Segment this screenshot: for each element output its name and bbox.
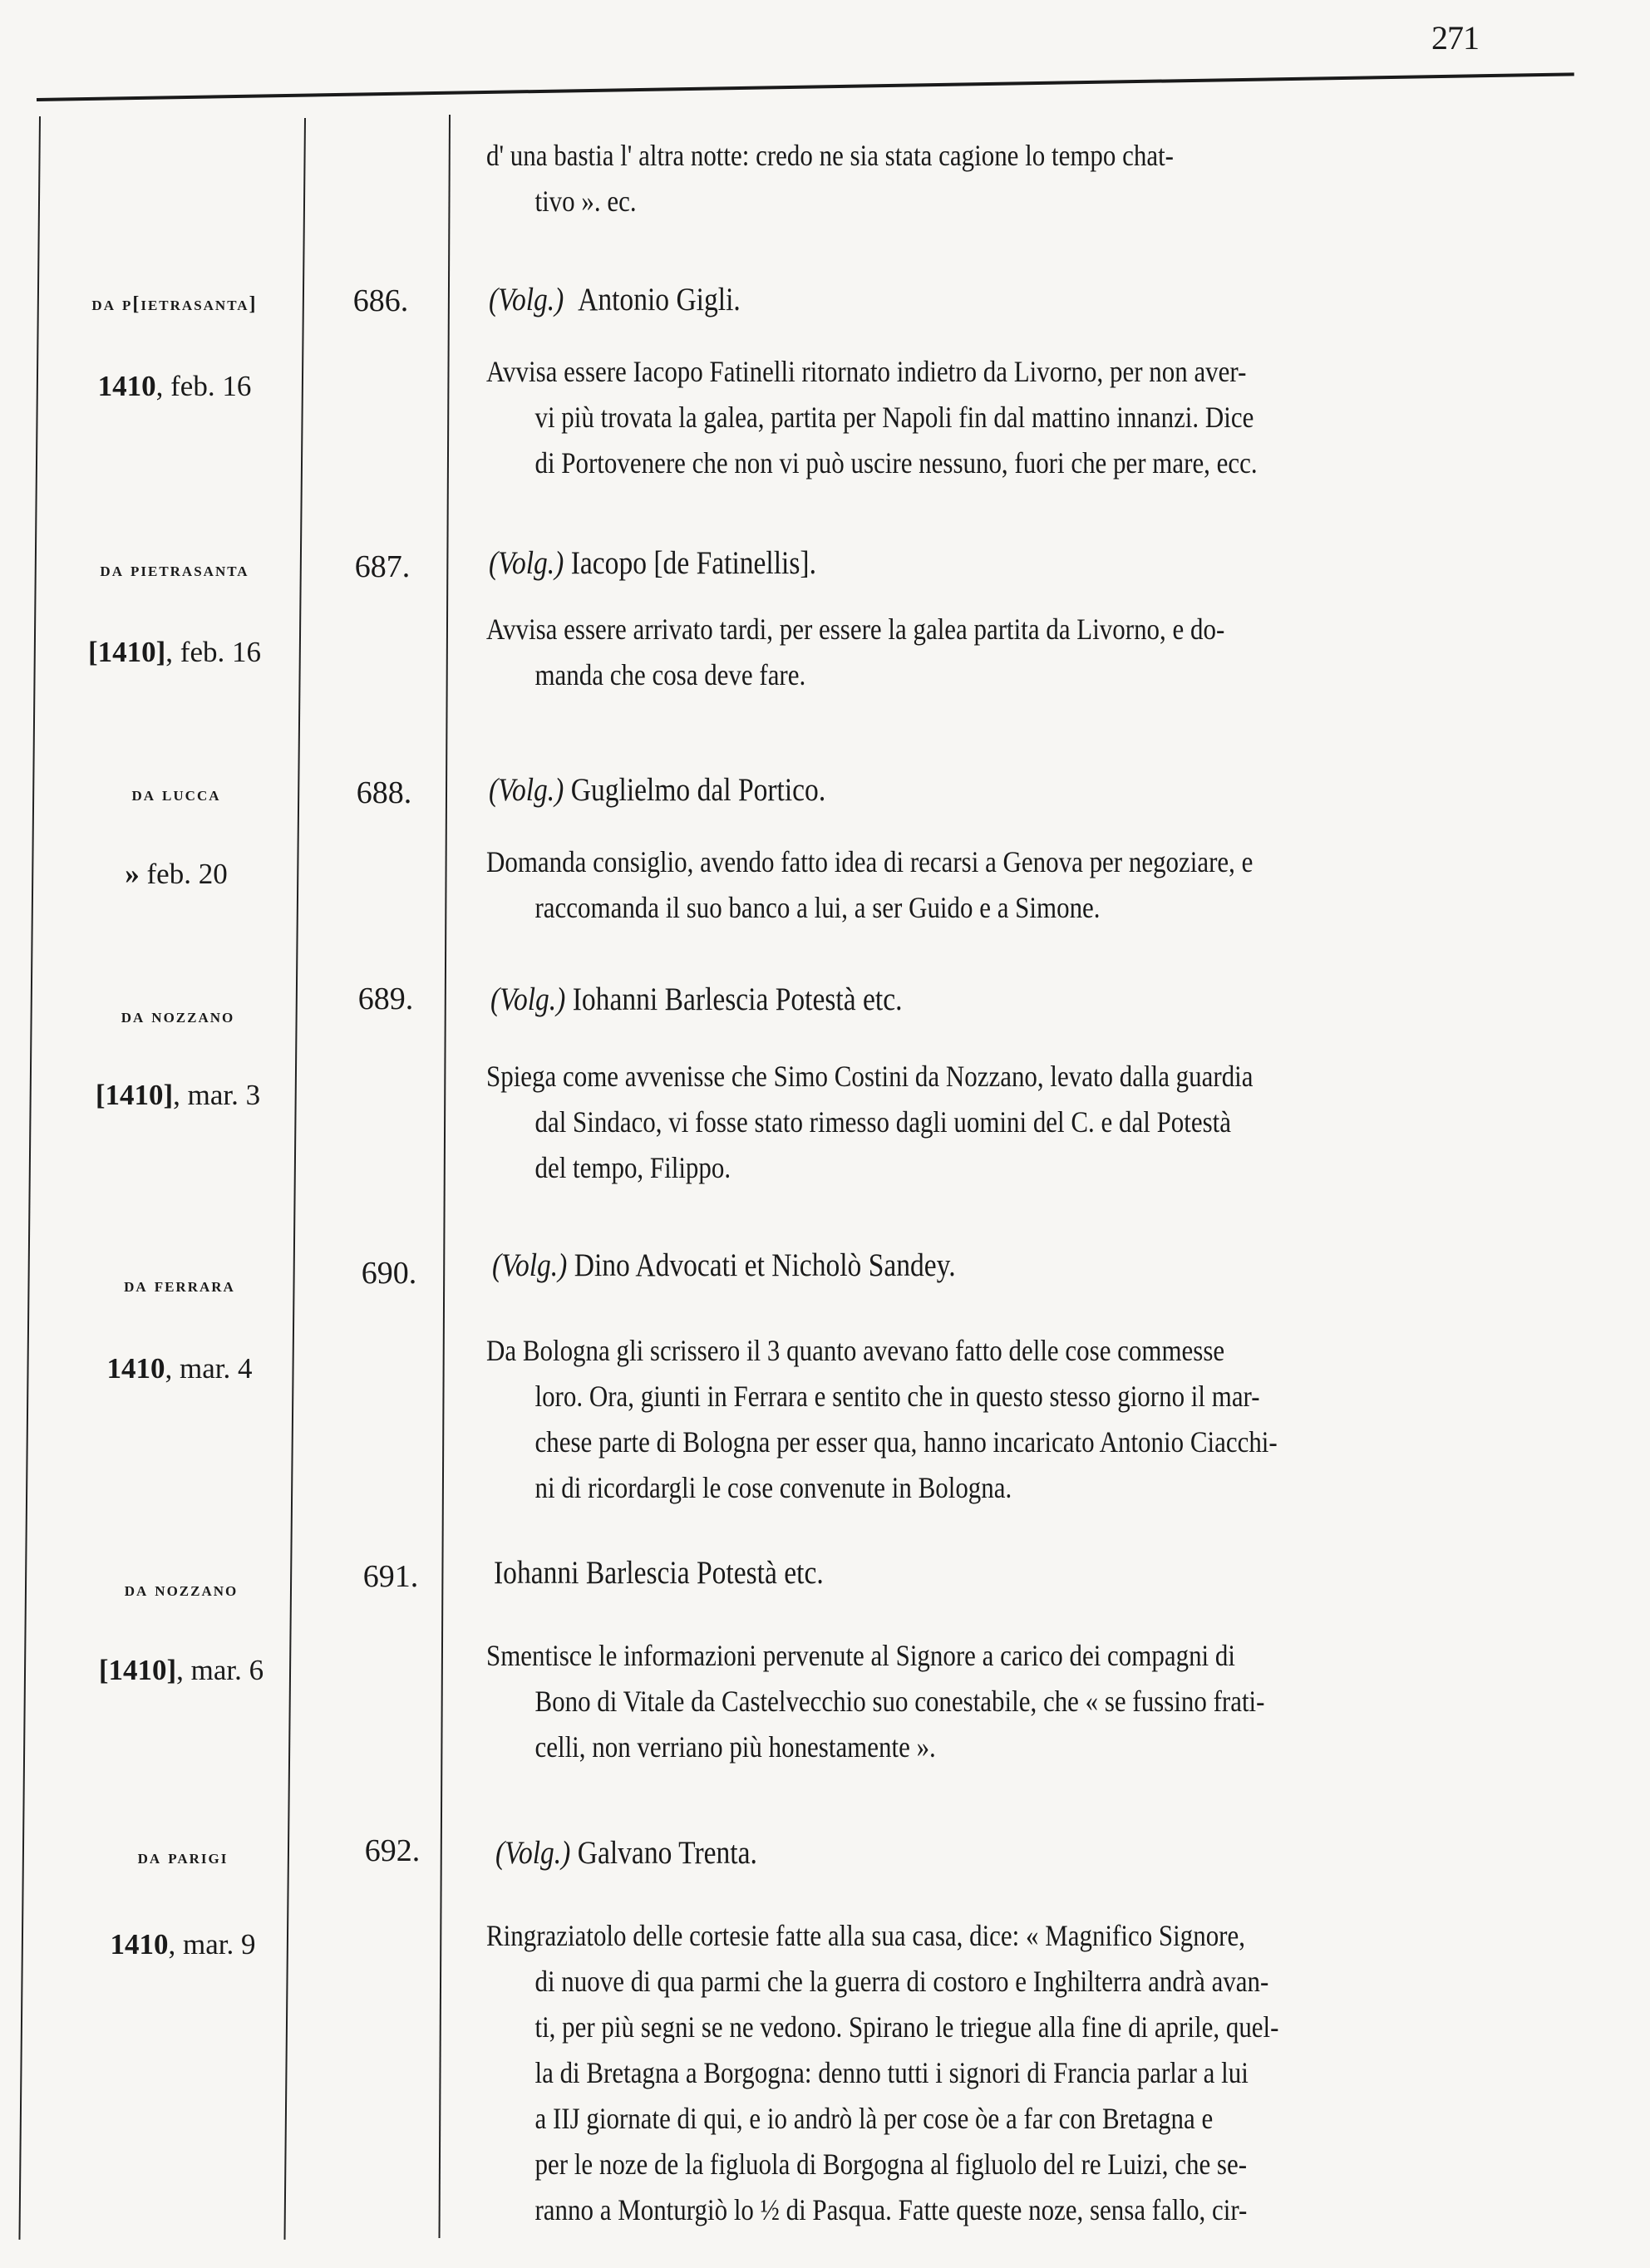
entry-title-prefix: (Volg.)	[490, 981, 566, 1017]
text-line: la di Bretagna a Borgogna: denno tutti i signori di Francia parlar a lui	[534, 2056, 1249, 2089]
entry-place: da p[ietrasanta]	[91, 293, 258, 315]
entry-date-year: 1410	[97, 370, 156, 402]
column-rule-left	[18, 116, 41, 2240]
text-line: celli, non verriano più honestamente ».	[534, 1730, 936, 1764]
entry-number: 688.	[356, 775, 412, 810]
entry-date	[42, 636, 308, 669]
entry-date	[47, 1352, 313, 1385]
entry-summary	[486, 607, 1575, 698]
continuation-text	[486, 133, 1575, 224]
entry-title-name: Iohanni Barlescia Potestà etc.	[572, 981, 903, 1017]
entry-summary	[486, 1633, 1575, 1770]
entry-title-name: Dino Advocati et Nicholò Sandey.	[574, 1247, 956, 1283]
header-rule	[37, 72, 1574, 101]
text-line: ni di ricordargli le cose convenute in Bologna.	[534, 1471, 1012, 1504]
text-line: Smentisce le informazioni pervenute al Signore a carico dei compagni di	[486, 1639, 1235, 1672]
entry-title-name: Iohanni Barlescia Potestà etc.	[494, 1555, 824, 1591]
text-line: Spiega come avvenisse che Simo Costini da Nozzano, levato dalla guardia	[486, 1060, 1254, 1093]
text-line: Da Bologna gli scrissero il 3 quanto avevano fatto delle cose commesse	[486, 1334, 1225, 1367]
entry-number: 692.	[364, 1833, 421, 1868]
entry-title-prefix: (Volg.)	[489, 545, 564, 581]
text-line: loro. Ora, giunti in Ferrara e sentito che in questo stesso giorno il mar-	[534, 1380, 1260, 1413]
entry-place: da lucca	[131, 784, 221, 805]
entry-date-day: , feb. 16	[155, 370, 252, 402]
entry-title-prefix: (Volg.)	[489, 282, 564, 317]
entry-date-year: [1410]	[98, 1654, 177, 1686]
text-line: di Portovenere che non vi può uscire nessuno, fuori che per mare, ecc.	[534, 446, 1258, 480]
entry-date	[45, 1079, 311, 1112]
entry-place: da nozzano	[124, 1579, 239, 1601]
entry-summary	[486, 839, 1575, 931]
entry-date-year: [1410]	[87, 636, 166, 668]
entry-number: 686.	[352, 283, 409, 318]
entry-summary	[486, 1913, 1575, 2233]
text-line: vi più trovata la galea, partita per Napoli fin dal mattino innanzi. Dice	[534, 401, 1254, 434]
entry-title-prefix: (Volg.)	[495, 1835, 571, 1871]
text-line: a IIJ giornate di qui, e io andrò là per cose òe a far con Bretagna e	[534, 2102, 1214, 2135]
entry-number: 690.	[361, 1256, 417, 1291]
entry-title	[494, 1554, 824, 1592]
entry-title-name: Galvano Trenta.	[577, 1835, 757, 1871]
text-line: Domanda consiglio, avendo fatto idea di recarsi a Genova per negoziare, e	[486, 845, 1254, 878]
entry-number: 687.	[354, 549, 411, 584]
text-line: d' una bastia l' altra notte: credo ne sia stata cagione lo tempo chat-	[486, 139, 1174, 172]
entry-title	[492, 1247, 956, 1284]
entry-date-day: , mar. 9	[168, 1928, 256, 1961]
entry-place: da ferrara	[124, 1275, 235, 1296]
column-rule-right	[439, 115, 451, 2238]
text-line: manda che cosa deve fare.	[534, 658, 806, 691]
entry-date	[43, 858, 309, 891]
entry-date-day: , mar. 4	[165, 1352, 253, 1385]
text-line: chese parte di Bologna per esser qua, hanno incaricato Antonio Ciacchi-	[534, 1425, 1278, 1459]
entry-title-name: Guglielmo dal Portico.	[570, 772, 826, 808]
text-line: di nuove di qua parmi che la guerra di costoro e Inghilterra andrà avan-	[534, 1965, 1269, 1998]
column-rule-middle	[283, 118, 306, 2240]
entry-number: 691.	[362, 1559, 419, 1594]
entry-date	[42, 370, 308, 403]
entry-title-name: Iacopo [de Fatinellis].	[570, 545, 816, 581]
entry-date-day: , mar. 3	[173, 1079, 261, 1111]
entry-date-day: feb. 20	[139, 858, 228, 890]
entry-place: da pietrasanta	[100, 559, 249, 581]
text-line: raccomanda il suo banco a lui, a ser Guido e a Simone.	[534, 891, 1101, 924]
entry-place: da parigi	[137, 1847, 229, 1868]
text-line: Bono di Vitale da Castelvecchio suo conestabile, che « se fussino frati-	[534, 1685, 1265, 1718]
entry-date-day: , feb. 16	[165, 636, 261, 668]
entry-title	[489, 281, 741, 318]
entry-date-year: 1410	[110, 1928, 169, 1961]
entry-summary	[486, 1328, 1575, 1511]
entry-summary	[486, 349, 1575, 486]
text-line: ti, per più segni se ne vedono. Spirano le triegue alla fine di aprile, quel-	[534, 2010, 1279, 2044]
entry-title-name: Antonio Gigli.	[578, 282, 741, 317]
entry-place: da nozzano	[121, 1006, 235, 1027]
text-line: tivo ». ec.	[534, 184, 637, 218]
entry-title-prefix: (Volg.)	[489, 772, 564, 808]
entry-date	[48, 1654, 314, 1687]
entry-date-year: 1410	[106, 1352, 165, 1385]
entry-title	[490, 981, 902, 1018]
entry-title	[489, 771, 825, 809]
text-line: Avvisa essere Iacopo Fatinelli ritornato indietro da Livorno, per non aver-	[486, 355, 1247, 388]
text-line: Ringraziatolo delle cortesie fatte alla sua casa, dice: « Magnifico Signore,	[486, 1919, 1245, 1952]
text-line: Avvisa essere arrivato tardi, per essere la galea partita da Livorno, e do-	[486, 613, 1225, 646]
entry-date	[50, 1928, 316, 1961]
entry-title	[489, 544, 816, 582]
entry-date-year: [1410]	[95, 1079, 174, 1111]
entry-date-year: »	[125, 858, 140, 890]
entry-summary	[486, 1054, 1575, 1191]
text-line: per le noze de la figluola di Borgogna al figluolo del re Luizi, che se-	[534, 2147, 1248, 2181]
entry-title	[495, 1834, 757, 1872]
text-line: del tempo, Filippo.	[534, 1151, 731, 1184]
entry-date-day: , mar. 6	[176, 1654, 264, 1686]
page-number: 271	[1431, 19, 1479, 57]
text-line: dal Sindaco, vi fosse stato rimesso dagli uomini del C. e dal Potestà	[534, 1105, 1232, 1139]
entry-title-prefix: (Volg.)	[492, 1247, 568, 1283]
text-line: ranno a Monturgiò lo ½ di Pasqua. Fatte queste noze, sensa fallo, cir-	[534, 2193, 1248, 2226]
entry-number: 689.	[357, 981, 414, 1016]
